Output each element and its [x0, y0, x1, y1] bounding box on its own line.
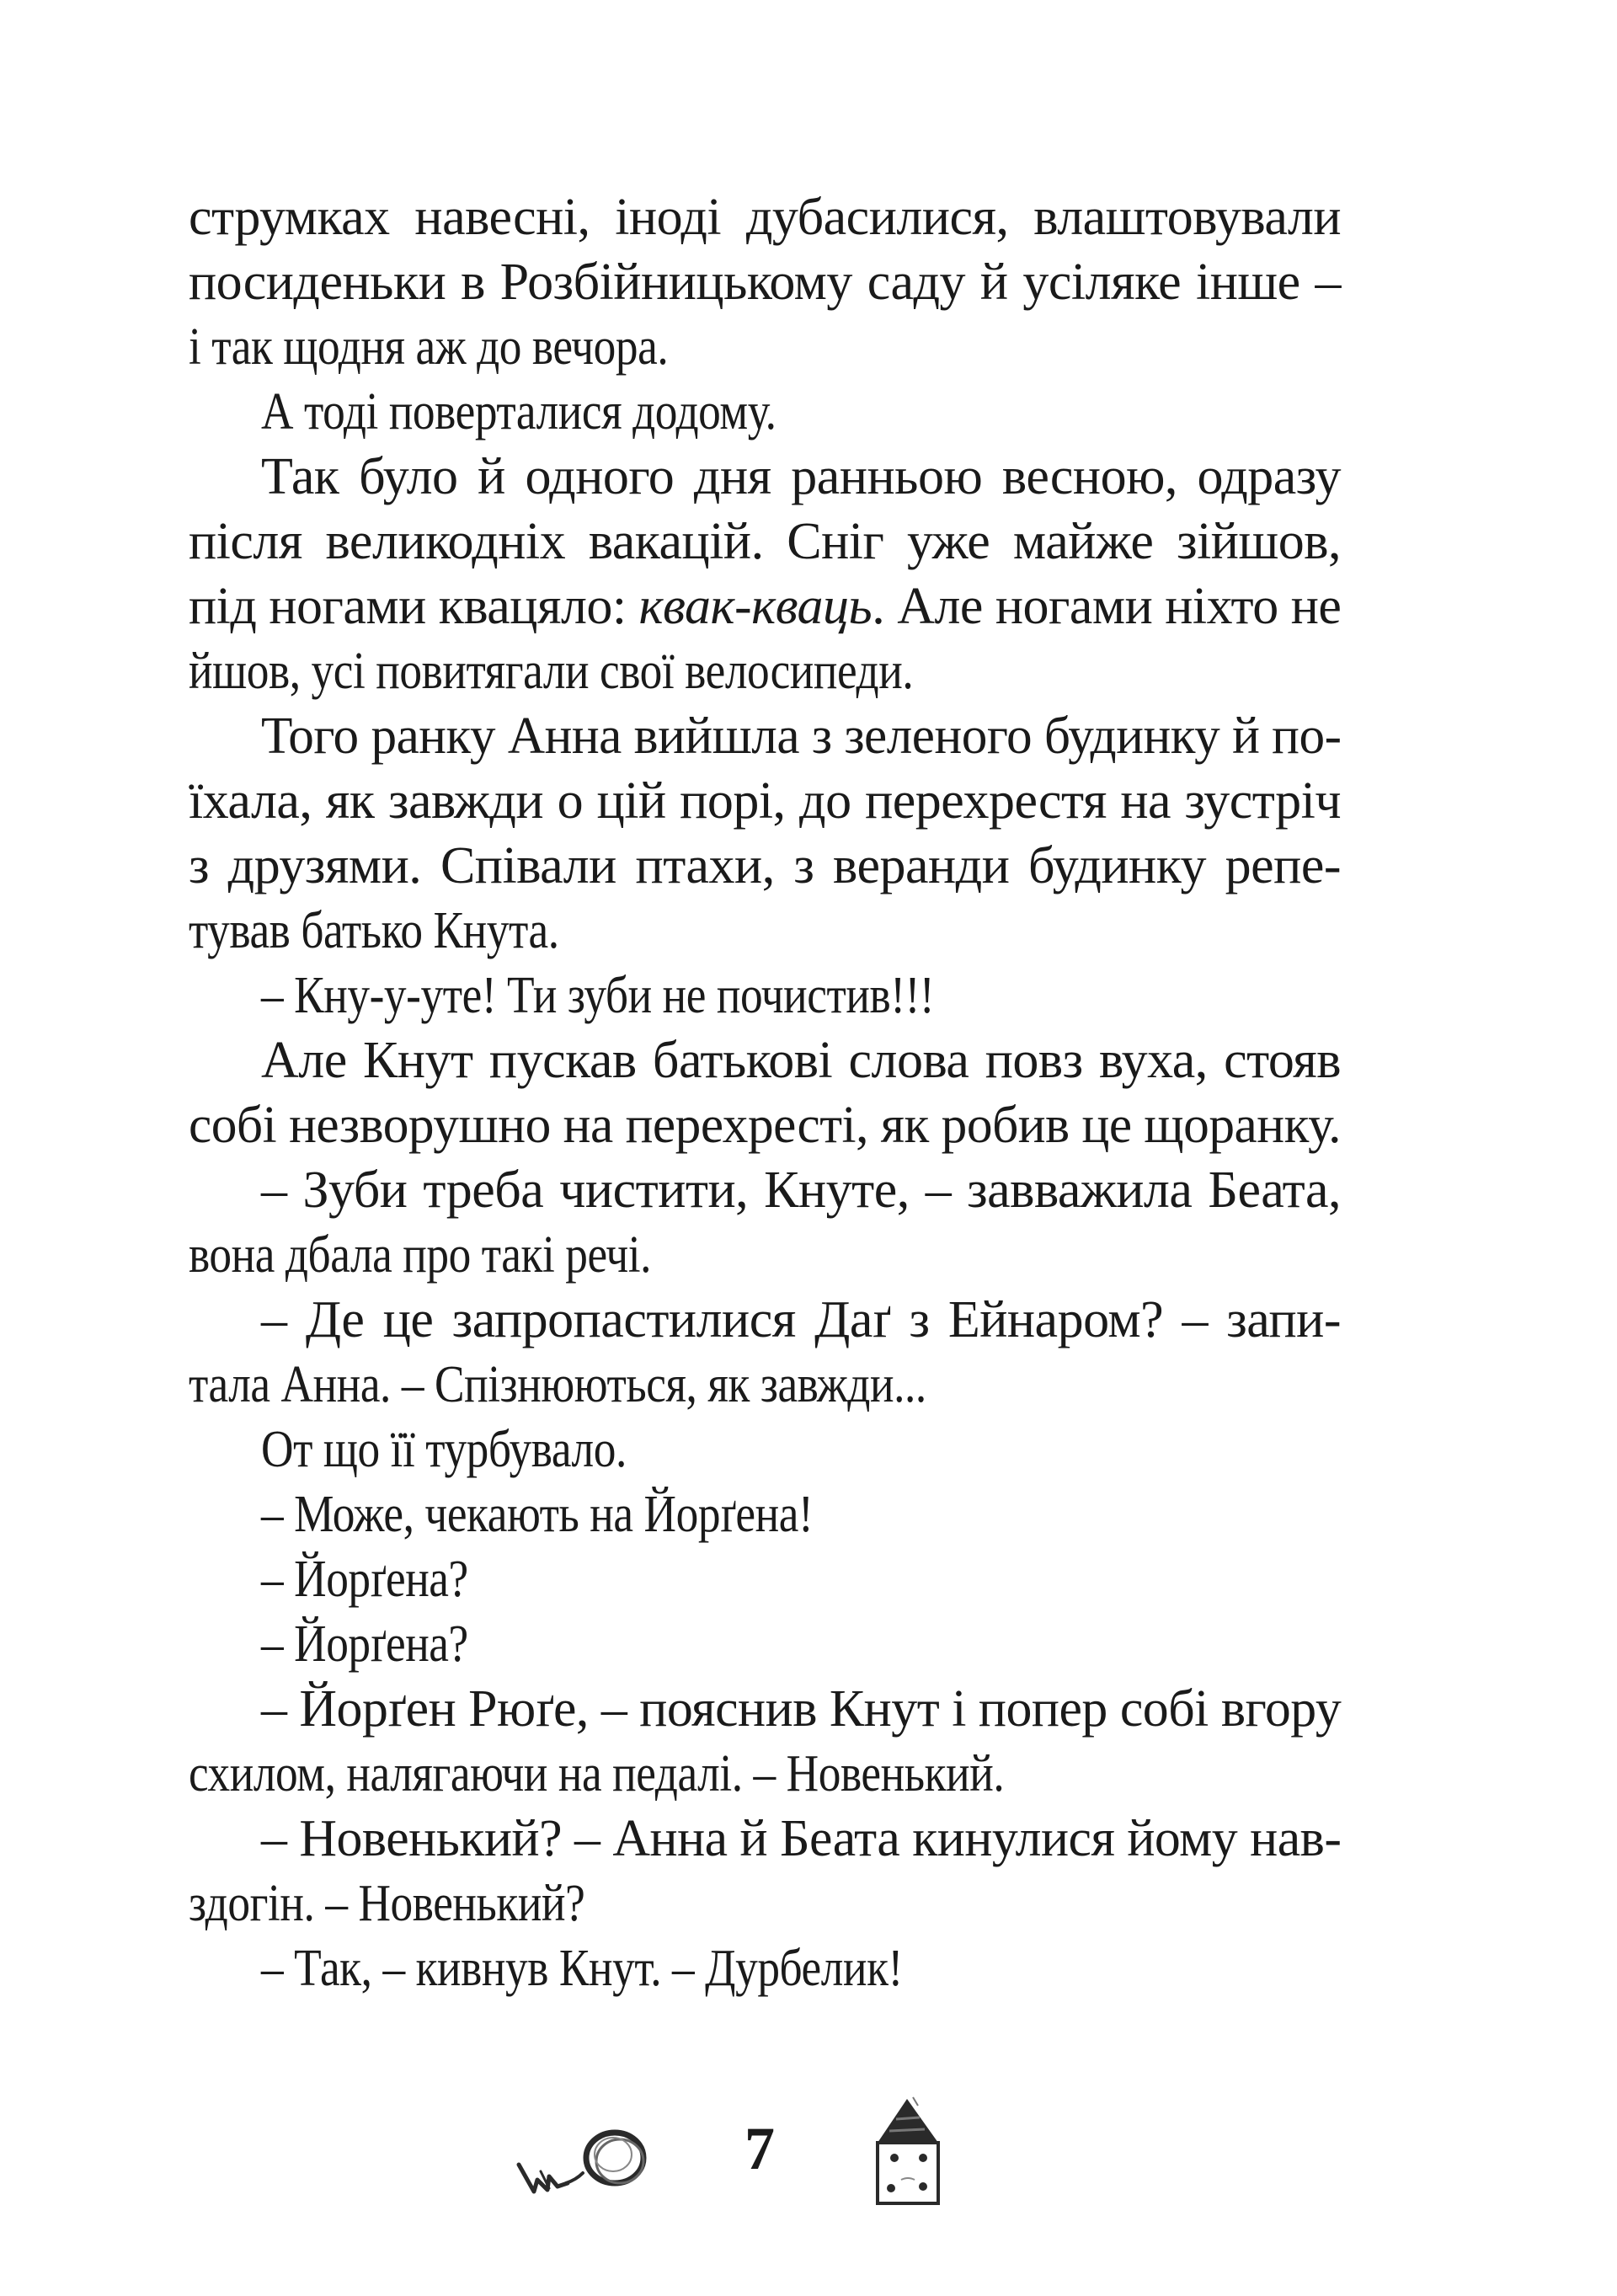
text-line: – Так, – кивнув Кнут. – Дурбелик! [261, 1940, 903, 1997]
text-line: тала Анна. – Спізнюються, як завжди... [189, 1356, 926, 1413]
text-line: От що її турбувало. [261, 1421, 627, 1478]
text-line: посиденьки в Розбійницькому саду й усіляке інше – [189, 254, 1341, 311]
house-icon [871, 2094, 943, 2208]
text-line: – Кну-у-уте! Ти зуби не почистив!!! [261, 967, 935, 1024]
text-line: Того ранку Анна вийшла з зеленого будинку й по- [260, 707, 1342, 765]
text-line: А тоді поверталися додому. [261, 383, 776, 441]
text-line: – Зуби треба чистити, Кнуте, – завважила Беата, [261, 1161, 1341, 1219]
text-line: йшов, усі повитягали свої велосипеди. [189, 643, 914, 700]
page-number: 7 [744, 2115, 775, 2182]
text-line: – Де це запропастилися Даґ з Ейнаром? – запи- [261, 1291, 1341, 1348]
text-line: – Може, чекають на Йорґена! [261, 1486, 814, 1543]
text-line: схилом, налягаючи на педалі. – Новенький. [189, 1745, 1005, 1802]
text-line: Так було й одного дня ранньою весною, одразу [261, 448, 1341, 505]
text-line: тував батько Кнута. [189, 902, 559, 959]
text-line: – Новенький? – Анна й Беата кинулися йому нав- [260, 1810, 1342, 1867]
text-line: після великодніх вакацій. Сніг уже майже зійшов, [189, 513, 1341, 570]
text-line: під ногами квацяло: квак-кваць. Але ногами ніхто не [189, 578, 1342, 635]
text-line: струмках навесні, іноді дубасилися, влаштовували [189, 189, 1341, 246]
text-line: – Йорґен Рюґе, – пояснив Кнут і попер собі вгору [260, 1680, 1342, 1738]
text-line: Але Кнут пускав батькові слова повз вуха, стояв [261, 1032, 1341, 1089]
text-line: з друзями. Співали птахи, з веранди будинку репе- [189, 837, 1341, 894]
text-line: – Йорґена? [261, 1615, 468, 1673]
text-line: і так щодня аж до вечора. [189, 318, 669, 376]
text-line: собі незворушно на перехресті, як робив це щоранку. [189, 1097, 1342, 1154]
body-text [189, 185, 1341, 2001]
text-line: вона дбала про такі речі. [189, 1226, 652, 1284]
text-line: – Йорґена? [261, 1551, 468, 1608]
italic-onomatopoeia: квак-кваць [638, 578, 873, 635]
scribble-bicycle-icon [515, 2106, 667, 2207]
text-line: їхала, як завжди о цій порі, до перехрестя на зустріч [189, 772, 1341, 830]
text-line: здогін. – Новенький? [189, 1875, 585, 1932]
